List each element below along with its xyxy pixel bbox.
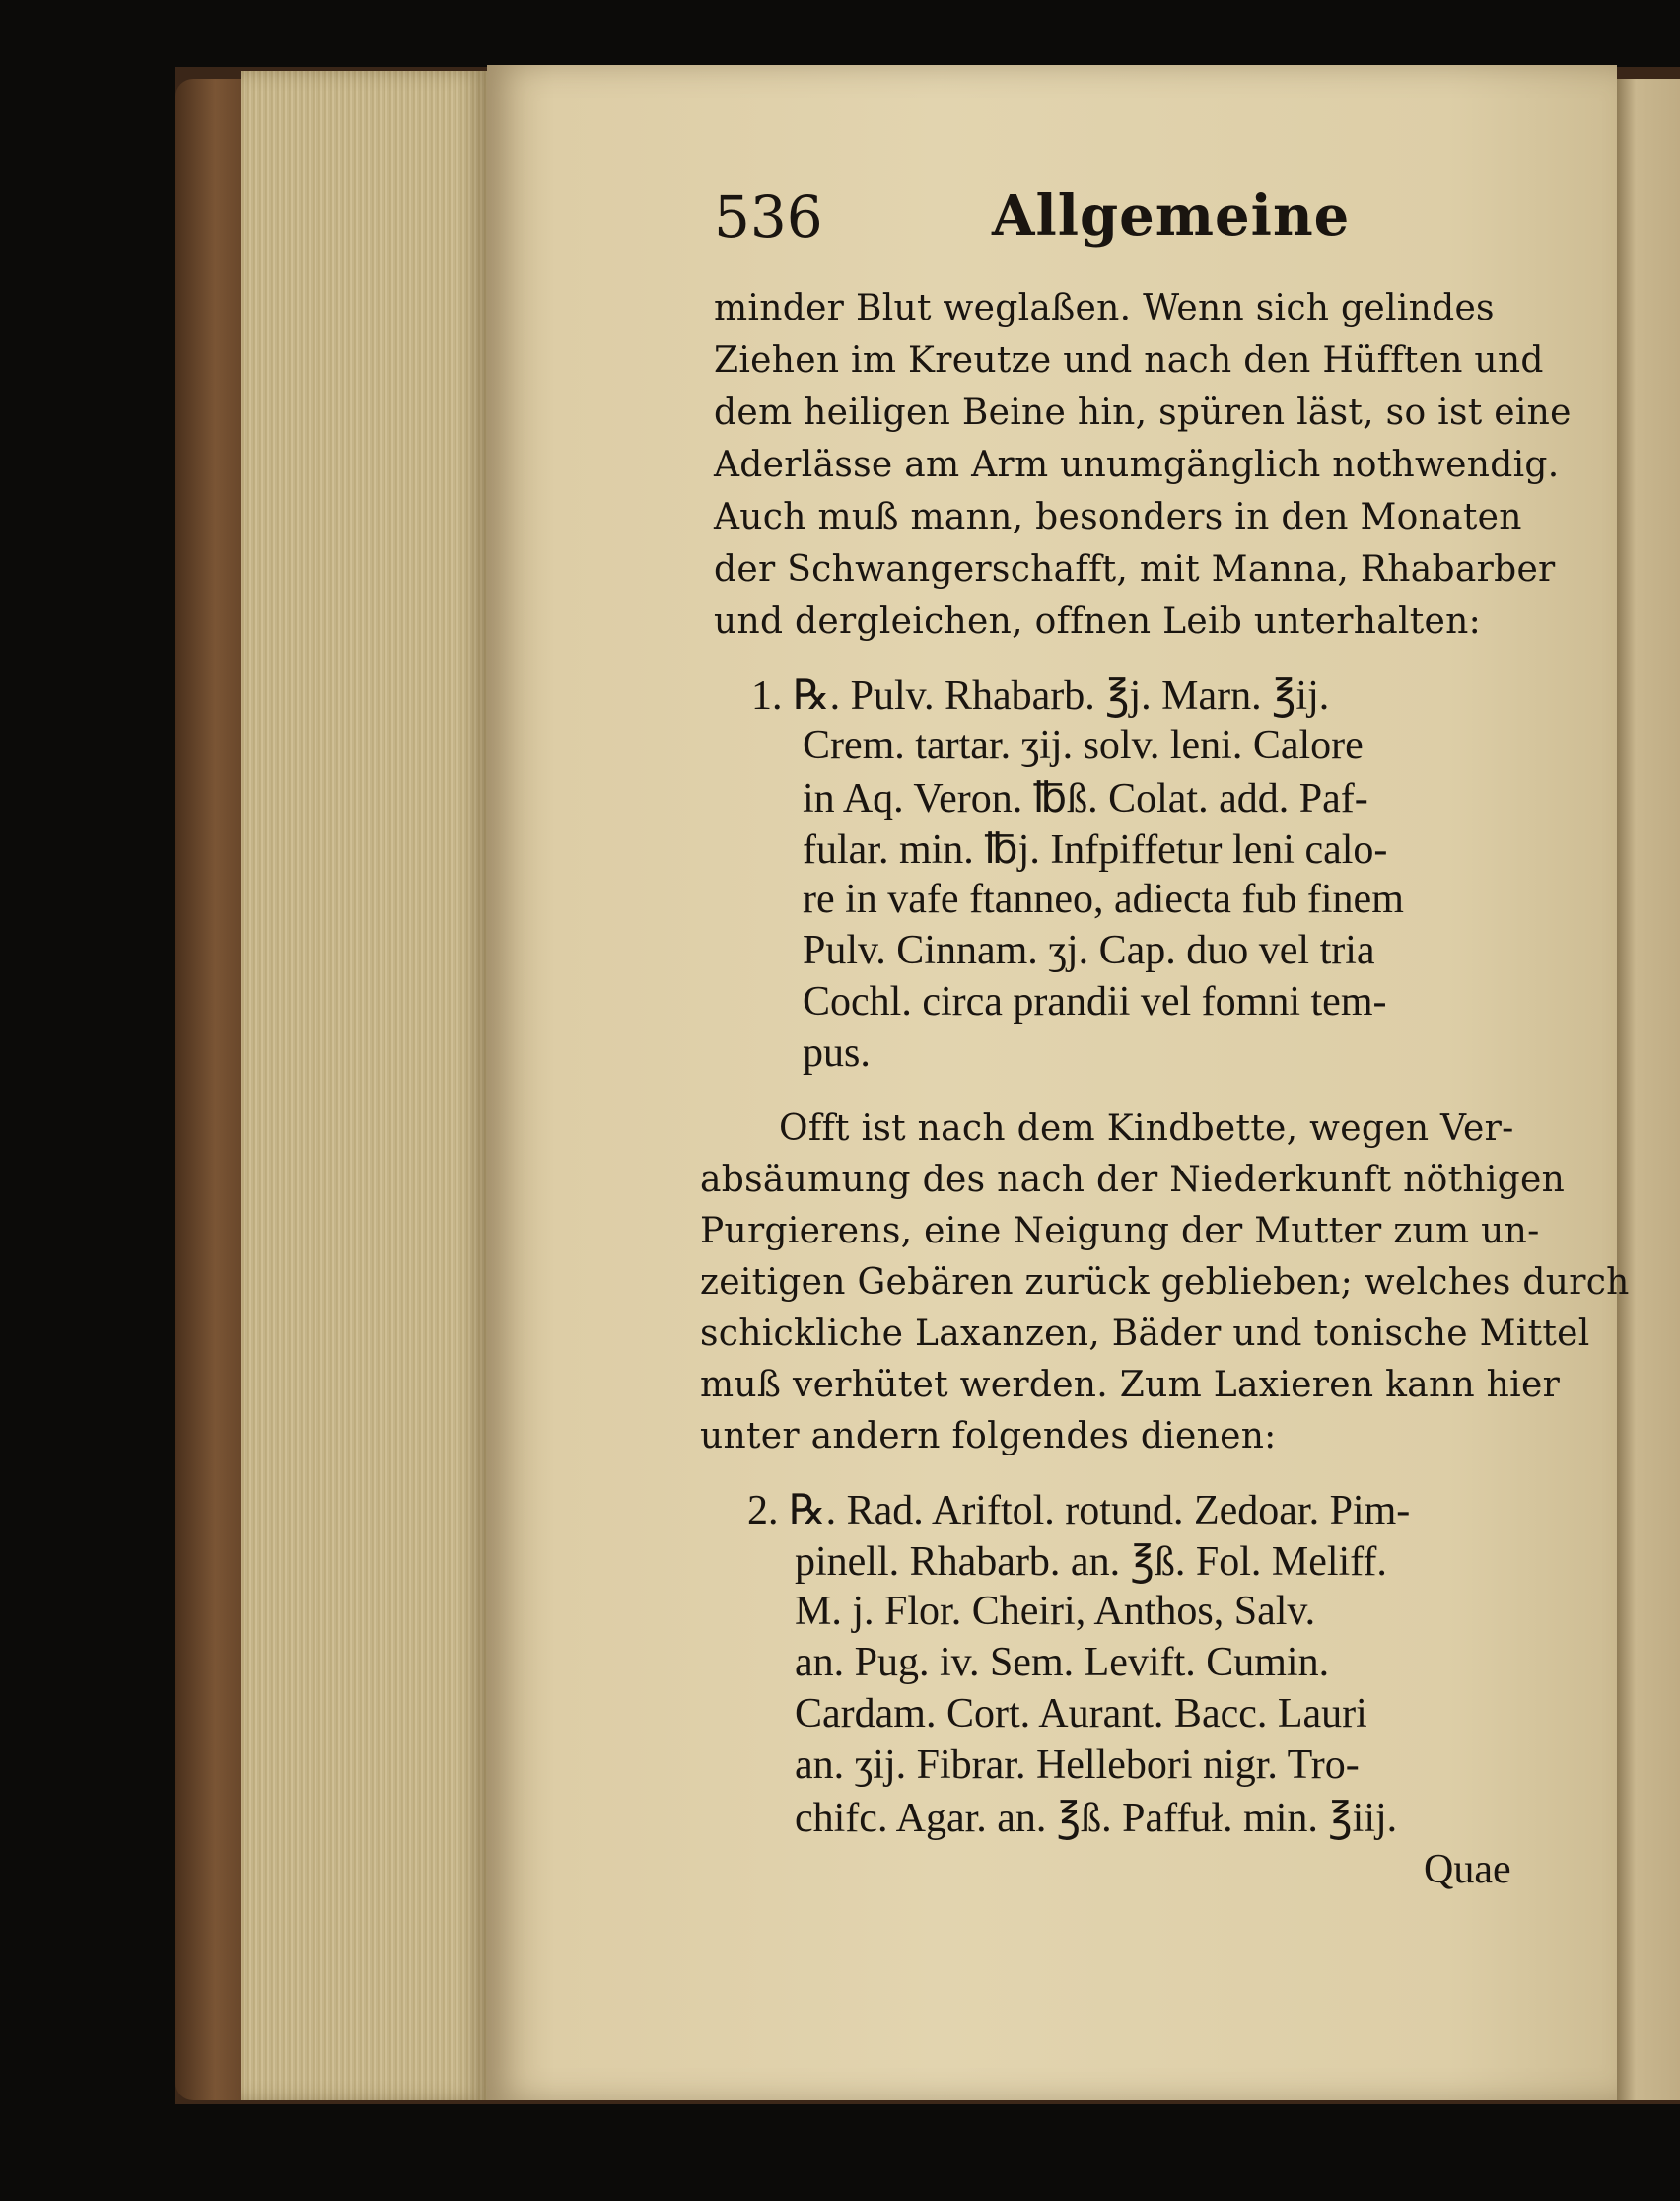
catchword: Quae [1424,1847,1511,1892]
paragraph-line: muß verhütet werden. Zum Laxieren kann hier [700,1365,1561,1405]
paragraph-line: zeitigen Gebären zurück geblieben; welches durch [700,1262,1630,1303]
paragraph-line: absäumung des nach der Niederkunft nöthigen [700,1160,1566,1200]
paragraph-line: Ziehen im Kreutze und nach den Hüfften und [714,340,1544,381]
paragraph-line: unter andern folgendes dienen: [700,1416,1277,1456]
paragraph-line: schickliche Laxanzen, Bäder und tonische Mittel [700,1314,1590,1354]
recipe-line: Crem. tartar. ʒij. solv. leni. Calore [803,723,1364,768]
recipe-line: chifc. Agar. an. ℥ß. Paffuł. min. ℥iij. [795,1796,1398,1841]
page-edges [241,71,487,2100]
recipe-line: re in vafe ftanneo, adiecta fub finem [803,877,1404,922]
paragraph-line: der Schwangerschafft, mit Manna, Rhabarber [714,549,1556,590]
paragraph-line: minder Blut weglaßen. Wenn sich gelindes [714,288,1495,328]
paragraph-line: Purgierens, eine Neigung der Mutter zum un- [700,1211,1540,1251]
recipe-line: Cardam. Cort. Aurant. Bacc. Lauri [795,1691,1367,1737]
paragraph-line: Auch muß mann, besonders in den Monaten [714,497,1522,537]
recipe-line: pus. [803,1030,871,1076]
recipe-line: Cochl. circa prandii vel fomni tem- [803,979,1387,1025]
facing-page-edge [1617,79,1680,2100]
paragraph-line: Offt ist nach dem Kindbette, wegen Ver- [779,1108,1514,1149]
recipe-line: an. ʒij. Fibrar. Hellebori nigr. Tro- [795,1742,1360,1788]
recipe-line: pinell. Rhabarb. an. ℥ß. Fol. Meliff. [795,1539,1387,1585]
recipe-line: in Aq. Veron. ℔ß. Colat. add. Paf- [803,776,1368,821]
paragraph-line: dem heiligen Beine hin, spüren läst, so ist eine [714,392,1572,433]
recipe-line: 1. ℞. Pulv. Rhabarb. ℥j. Marn. ℥ij. [751,674,1330,719]
recipe-line: Pulv. Cinnam. ʒj. Cap. duo vel tria [803,928,1375,973]
running-head: Allgemeine [992,183,1351,248]
page-number: 536 [714,183,823,250]
recipe-line: fular. min. ℔j. Infpiffetur leni calo- [803,827,1388,873]
paragraph-line: und dergleichen, offnen Leib unterhalten: [714,602,1482,642]
recipe-line: M. j. Flor. Cheiri, Anthos, Salv. [795,1589,1316,1634]
recipe-line: an. Pug. iv. Sem. Levift. Cumin. [795,1640,1330,1685]
paragraph-line: Aderlässe am Arm unumgänglich nothwendig. [714,445,1560,485]
recipe-line: 2. ℞. Rad. Ariftol. rotund. Zedoar. Pim- [747,1488,1411,1533]
